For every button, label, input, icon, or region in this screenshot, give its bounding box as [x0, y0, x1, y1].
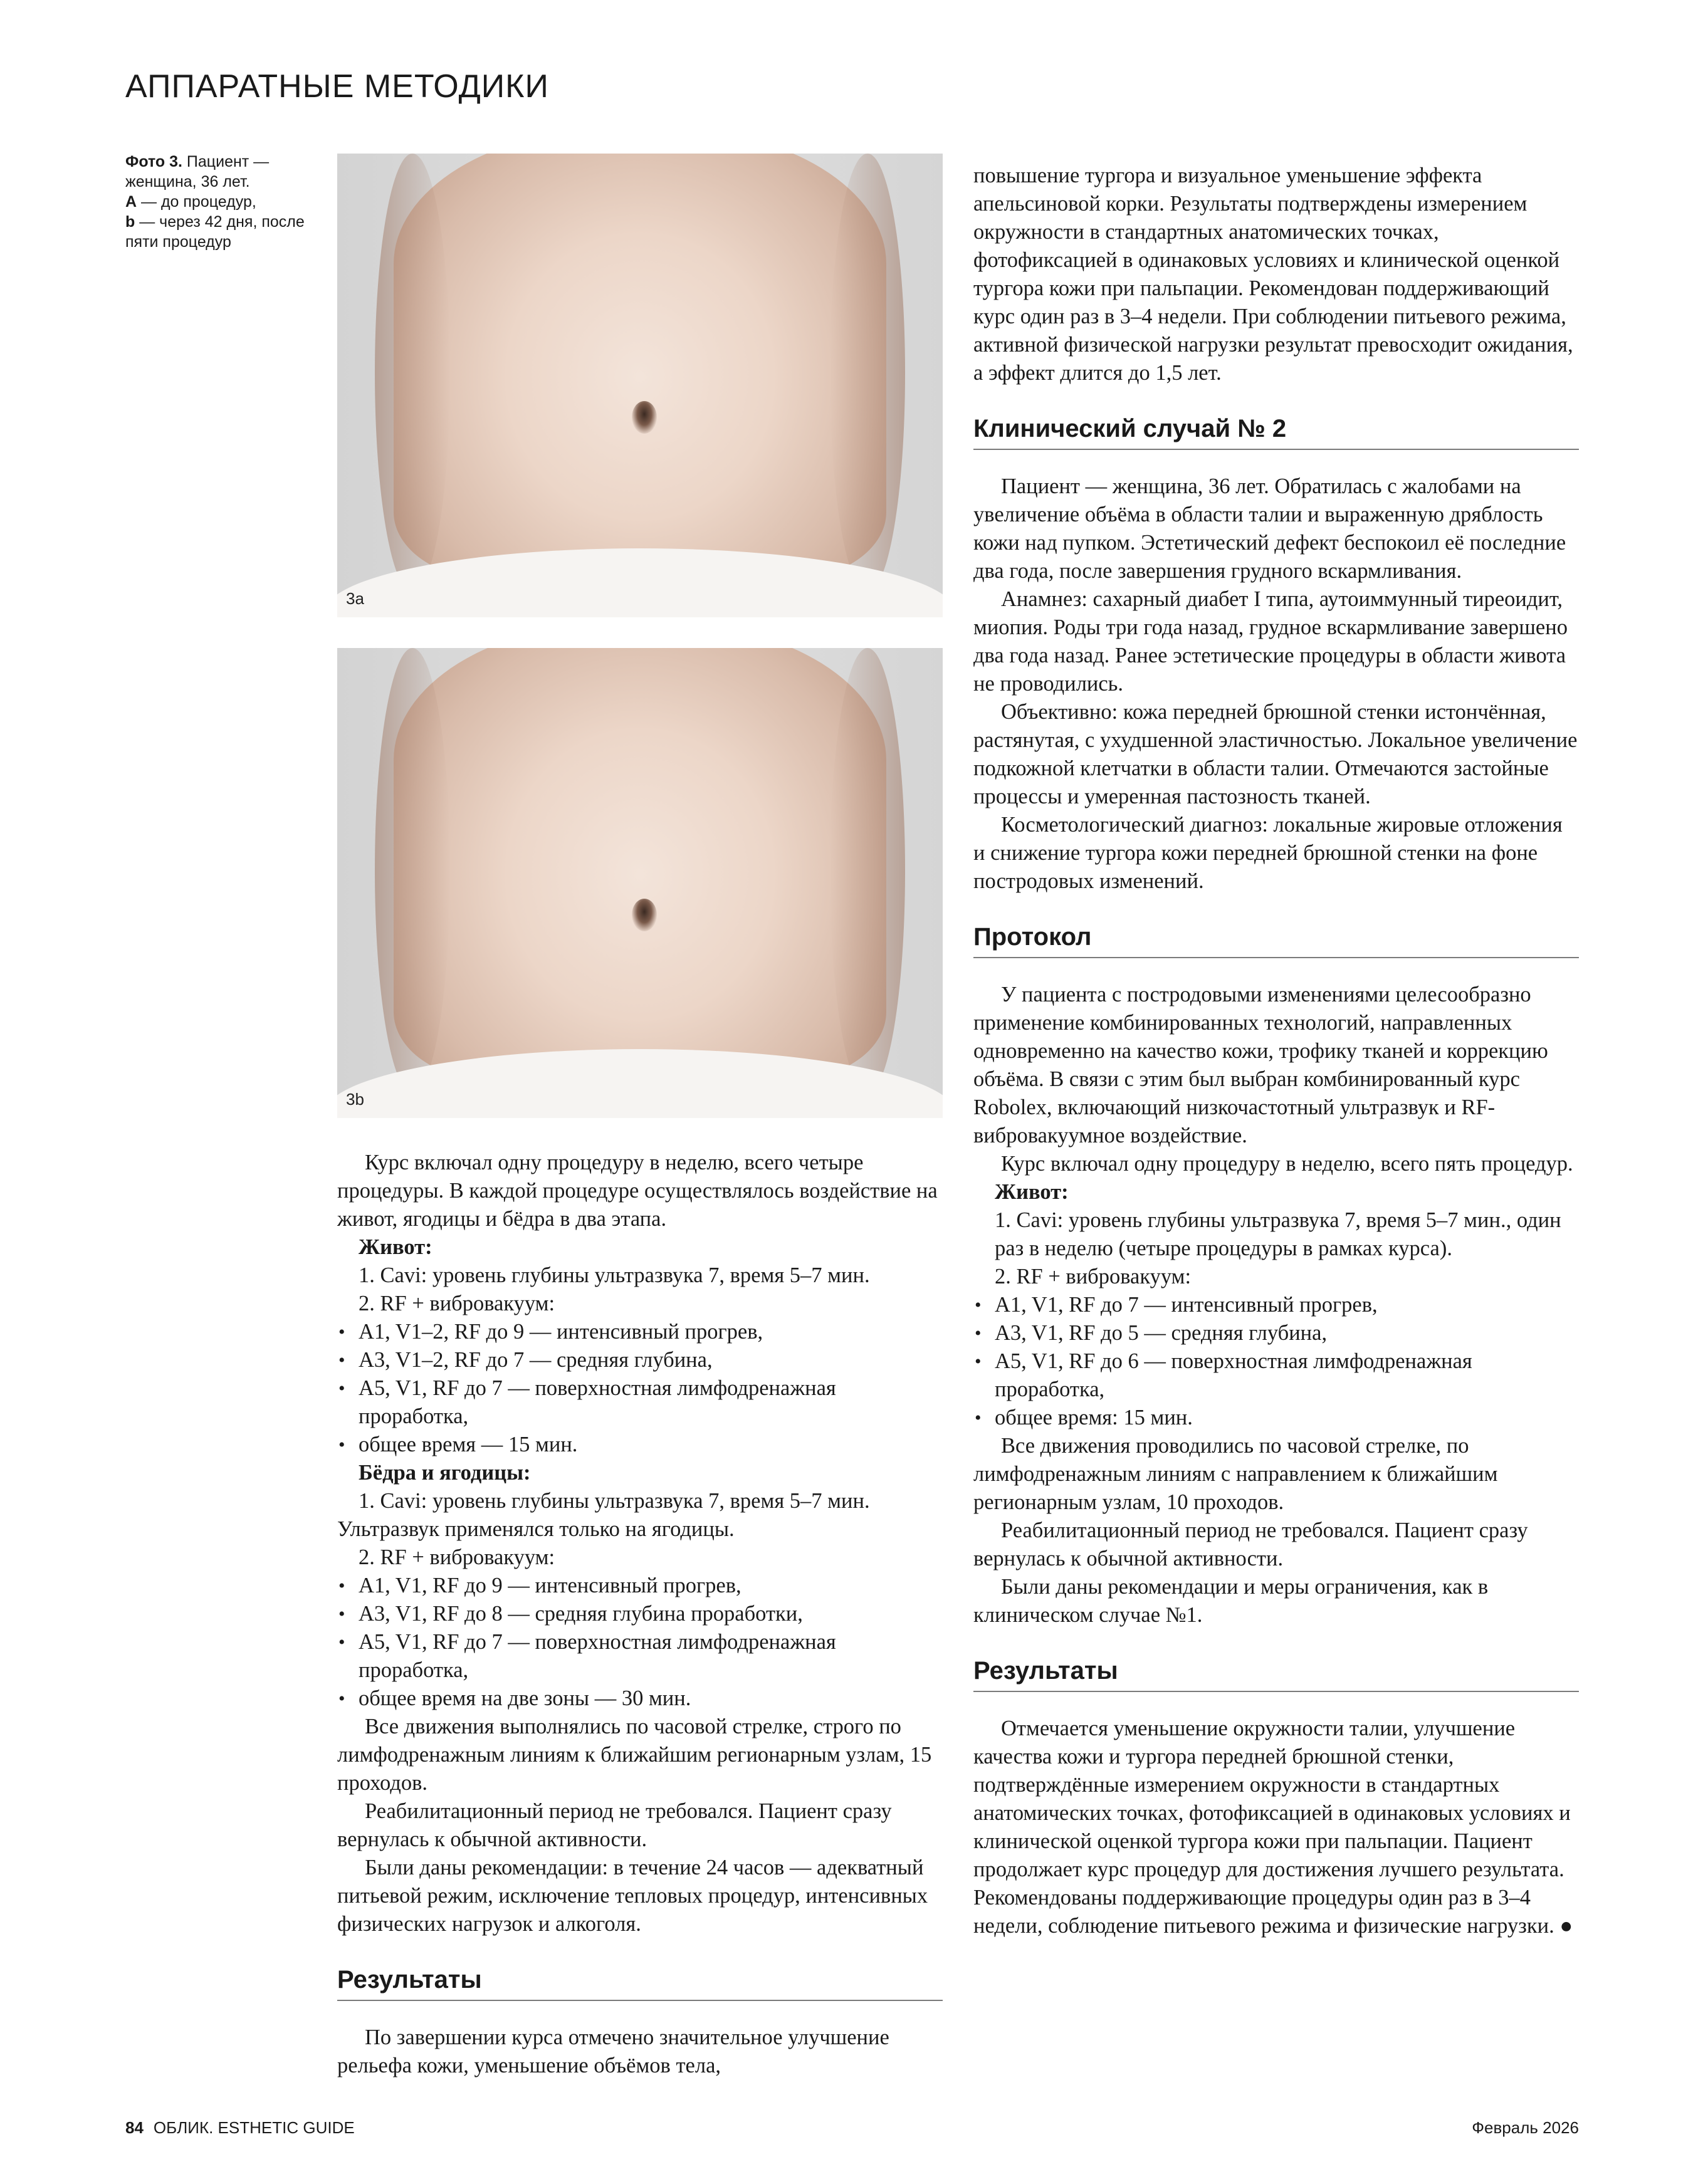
step-line: 2. RF + вибровакуум: — [359, 1545, 555, 1569]
photo-label-a: 3a — [346, 589, 364, 608]
end-mark-icon: ● — [1559, 1914, 1573, 1938]
heading-protocol: Протокол — [973, 921, 1579, 958]
list-item: • A3, V1, RF до 8 — средняя глубина проработки, — [337, 1600, 943, 1628]
list-item: • общее время — 15 мин. — [337, 1431, 943, 1459]
note-line: Ультразвук применялся только на ягодицы. — [337, 1517, 735, 1541]
paragraph: Были даны рекомендации и меры ограничения, как в клиническом случае №1. — [973, 1575, 1489, 1627]
bullet-list — [973, 1291, 1579, 1432]
step-line: 1. Cavi: уровень глубины ультразвука 7, время 5–7 мин. — [359, 1489, 870, 1513]
heading-results: Результаты — [337, 1963, 943, 2001]
torso-shape — [394, 648, 886, 1080]
list-item: • A3, V1, RF до 5 — средняя глубина, — [973, 1319, 1579, 1347]
list-item: • A1, V1, RF до 9 — интенсивный прогрев, — [337, 1572, 943, 1600]
photo-before — [337, 154, 943, 617]
subheading-belly: Живот: — [995, 1180, 1069, 1204]
heading-case-2: Клинический случай № 2 — [973, 412, 1579, 450]
list-item: • общее время на две зоны — 30 мин. — [337, 1685, 943, 1713]
caption-a-key: A — [125, 193, 137, 211]
right-column-text — [973, 162, 1579, 1940]
torso-shadow-right — [830, 154, 905, 592]
paragraph — [973, 1715, 1579, 1940]
subheading-belly: Живот: — [359, 1235, 432, 1259]
photo-caption — [125, 152, 307, 252]
list-item: • A3, V1–2, RF до 7 — средняя глубина, — [337, 1346, 943, 1374]
footer-left — [125, 2118, 355, 2138]
list-item: • A5, V1, RF до 6 — поверхностная лимфодренажная проработка, — [973, 1347, 1579, 1404]
step-line: 2. RF + вибровакуум: — [359, 1292, 555, 1315]
navel-shape — [632, 401, 657, 434]
paragraph: Реабилитационный период не требовался. Пациент сразу вернулась к обычной активности. — [973, 1518, 1528, 1570]
caption-b-key: b — [125, 213, 135, 231]
heading-results: Результаты — [973, 1654, 1579, 1692]
paragraph: Курс включал одну процедуру в неделю, всего пять процедур. — [1001, 1152, 1573, 1176]
paragraph: У пациента с постродовыми изменениями целесообразно применение комбинированных технологий, направленных одновременно на качество кожи, трофику тканей и коррекцию объёма. В связи с этим был выбран комбинированный курс Robolex, включающий низкочастотный ультразвук и RF-вибровакуумное воздействие. — [973, 983, 1548, 1147]
list-item: • A1, V1–2, RF до 9 — интенсивный прогрев, — [337, 1318, 943, 1346]
page-number: 84 — [125, 2118, 144, 2137]
list-item: • A5, V1, RF до 7 — поверхностная лимфодренажная проработка, — [337, 1628, 943, 1685]
paragraph: Анамнез: сахарный диабет I типа, аутоиммунный тиреоидит, миопия. Роды три года назад, грудное вскармливание завершено два года назад. Ранее эстетические процедуры в области живота не проводились. — [973, 587, 1568, 696]
paragraph: повышение тургора и визуальное уменьшение эффекта апельсиновой корки. Результаты подтверждены измерением окружности в стандартных анатомических точках, фотофиксацией в одинаковых условиях и клинической оценкой тургора кожи при пальпации. Рекомендован поддерживающий курс один раз в 3–4 недели. При соблюдении питьевого режима, активной физической нагрузки результат превосходит ожидания, а эффект длится до 1,5 лет. — [973, 164, 1573, 385]
list-item: • общее время: 15 мин. — [973, 1404, 1579, 1432]
photo-after — [337, 648, 943, 1118]
footer-date: Февраль 2026 — [1472, 2118, 1579, 2137]
torso-shadow-left — [375, 648, 450, 1093]
caption-a-text: — до процедур, — [141, 193, 256, 211]
step-line: 1. Cavi: уровень глубины ультразвука 7, время 5–7 мин., один раз в неделю (четыре процедуры в рамках курса). — [995, 1208, 1561, 1260]
paragraph: Пациент — женщина, 36 лет. Обратилась с жалобами на увеличение объёма в области талии и выраженную дряблость кожи над пупком. Эстетический дефект беспокоил её последние два года, после завершения грудного вскармливания. — [973, 474, 1566, 583]
paragraph: Все движения выполнялись по часовой стрелке, строго по лимфодренажным линиям к ближайшим регионарным узлам, 15 проходов. — [337, 1715, 932, 1795]
paragraph: Все движения проводились по часовой стрелке, по лимфодренажным линиям с направлением к ближайшим регионарным узлам, 10 проходов. — [973, 1434, 1498, 1514]
torso-shadow-right — [830, 648, 905, 1093]
paragraph: По завершении курса отмечено значительное улучшение рельефа кожи, уменьшение объёмов тела, — [337, 2025, 889, 2077]
paragraph: Курс включал одну процедуру в неделю, всего четыре процедуры. В каждой процедуре осуществлялось воздействие на живот, ягодицы и бёдра в два этапа. — [337, 1151, 938, 1231]
photo-label-b: 3b — [346, 1090, 364, 1109]
results-text: Отмечается уменьшение окружности талии, улучшение качества кожи и тургора передней брюшной стенки, подтверждённые измерением окружности в стандартных анатомических точках, фотофиксацией в одинаковых условиях и клинической оценкой тургора кожи при пальпации. Пациент продолжает курс процедур для достижения лучшего результата. Рекомендованы поддерживающие процедуры один раз в 3–4 недели, соблюдение питьевого режима и физические нагрузки. — [973, 1716, 1571, 1938]
paragraph: Были даны рекомендации: в течение 24 часов — адекватный питьевой режим, исключение тепловых процедур, интенсивных физических нагрузок и алкоголя. — [337, 1856, 928, 1936]
step-line: 1. Cavi: уровень глубины ультразвука 7, время 5–7 мин. — [359, 1263, 870, 1287]
publication-name: ОБЛИК. ESTHETIC GUIDE — [153, 2118, 355, 2137]
torso-shape — [394, 154, 886, 580]
list-item: • A1, V1, RF до 7 — интенсивный прогрев, — [973, 1291, 1579, 1319]
navel-shape — [632, 899, 657, 931]
caption-line1: Пациент — женщина, 36 лет. — [125, 153, 270, 191]
bullet-list — [337, 1572, 943, 1713]
paragraph: Реабилитационный период не требовался. Пациент сразу вернулась к обычной активности. — [337, 1799, 892, 1851]
list-item: • A5, V1, RF до 7 — поверхностная лимфодренажная проработка, — [337, 1374, 943, 1431]
torso-shadow-left — [375, 154, 450, 592]
paragraph: Косметологический диагноз: локальные жировые отложения и снижение тургора кожи передней брюшной стенки на фоне постродовых изменений. — [973, 813, 1563, 893]
caption-b-text: — через 42 дня, после пяти процедур — [125, 213, 305, 251]
left-column-text — [337, 1149, 943, 2080]
step-line: 2. RF + вибровакуум: — [995, 1265, 1192, 1288]
section-title: АППАРАТНЫЕ МЕТОДИКИ — [125, 68, 549, 105]
caption-title: Фото 3. — [125, 153, 182, 170]
paragraph: Объективно: кожа передней брюшной стенки истончённая, растянутая, с ухудшенной эластичностью. Локальное увеличение подкожной клетчатки в области талии. Отмечаются застойные процессы и умеренная пастозность тканей. — [973, 700, 1578, 808]
subheading-hips: Бёдра и ягодицы: — [359, 1461, 531, 1485]
bullet-list — [337, 1318, 943, 1459]
